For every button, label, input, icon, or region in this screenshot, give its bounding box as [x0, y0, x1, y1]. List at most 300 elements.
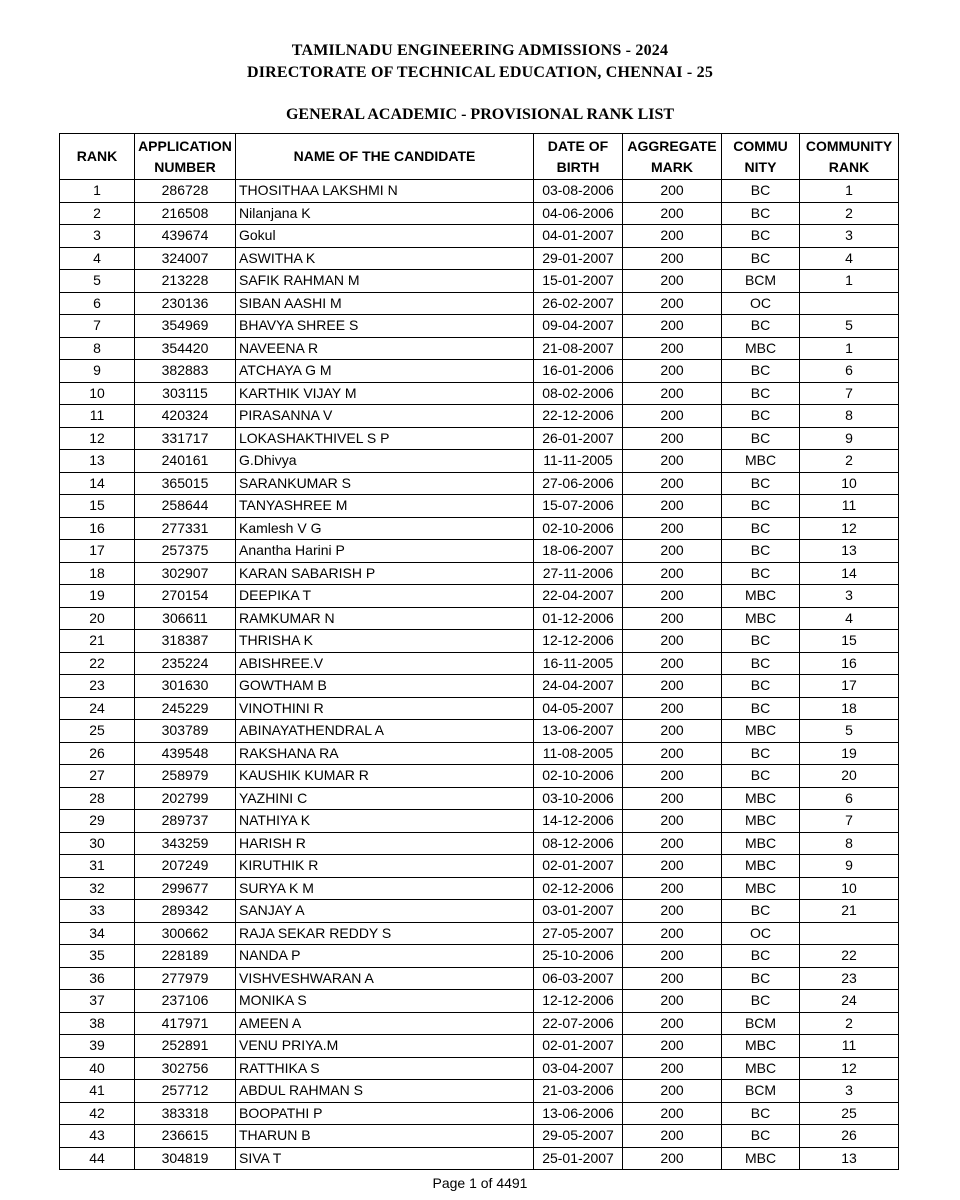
cell-rank: 31	[60, 855, 135, 878]
header-row	[60, 134, 899, 180]
cell-name: SIVA T	[236, 1147, 534, 1170]
cell-app: 207249	[135, 855, 236, 878]
cell-rank: 19	[60, 585, 135, 608]
cell-comm: BC	[722, 900, 800, 923]
cell-dob: 11-11-2005	[534, 450, 623, 473]
cell-dob: 26-01-2007	[534, 427, 623, 450]
table-row	[60, 787, 899, 810]
cell-rank: 22	[60, 652, 135, 675]
table-row	[60, 900, 899, 923]
cell-dob: 15-01-2007	[534, 270, 623, 293]
cell-name: VINOTHINI R	[236, 697, 534, 720]
cell-comm: BCM	[722, 1080, 800, 1103]
cell-dob: 27-06-2006	[534, 472, 623, 495]
cell-name: SURYA K M	[236, 877, 534, 900]
table-row	[60, 877, 899, 900]
cell-dob: 22-04-2007	[534, 585, 623, 608]
cell-rank: 34	[60, 922, 135, 945]
cell-mark: 200	[623, 675, 722, 698]
cell-crank: 19	[800, 742, 899, 765]
cell-comm: MBC	[722, 720, 800, 743]
cell-name: NAVEENA R	[236, 337, 534, 360]
table-row	[60, 382, 899, 405]
cell-app: 277331	[135, 517, 236, 540]
table-row	[60, 292, 899, 315]
cell-comm: BC	[722, 472, 800, 495]
cell-dob: 03-10-2006	[534, 787, 623, 810]
column-header-crank	[800, 134, 899, 180]
cell-mark: 200	[623, 810, 722, 833]
cell-crank: 24	[800, 990, 899, 1013]
table-row	[60, 720, 899, 743]
table-row	[60, 1102, 899, 1125]
column-header-rank	[60, 134, 135, 180]
cell-comm: BC	[722, 202, 800, 225]
cell-mark: 200	[623, 1147, 722, 1170]
cell-comm: BCM	[722, 1012, 800, 1035]
cell-mark: 200	[623, 765, 722, 788]
cell-app: 382883	[135, 360, 236, 383]
cell-mark: 200	[623, 270, 722, 293]
table-row	[60, 562, 899, 585]
cell-crank: 6	[800, 787, 899, 810]
cell-app: 303115	[135, 382, 236, 405]
cell-mark: 200	[623, 832, 722, 855]
cell-name: THRISHA K	[236, 630, 534, 653]
cell-app: 383318	[135, 1102, 236, 1125]
cell-name: Nilanjana K	[236, 202, 534, 225]
cell-crank: 6	[800, 360, 899, 383]
cell-app: 289342	[135, 900, 236, 923]
cell-dob: 02-01-2007	[534, 1035, 623, 1058]
cell-dob: 21-03-2006	[534, 1080, 623, 1103]
header-title: TAMILNADU ENGINEERING ADMISSIONS - 2024	[291, 42, 669, 59]
cell-name: TANYASHREE M	[236, 495, 534, 518]
cell-mark: 200	[623, 945, 722, 968]
cell-crank: 10	[800, 472, 899, 495]
cell-crank: 12	[800, 1057, 899, 1080]
cell-dob: 27-11-2006	[534, 562, 623, 585]
cell-comm: BC	[722, 967, 800, 990]
cell-crank: 8	[800, 832, 899, 855]
cell-comm: MBC	[722, 810, 800, 833]
list-title: GENERAL ACADEMIC - PROVISIONAL RANK LIST	[285, 106, 675, 123]
cell-mark: 200	[623, 225, 722, 248]
cell-dob: 02-10-2006	[534, 765, 623, 788]
column-header-line: COMMU	[733, 137, 788, 154]
cell-mark: 200	[623, 1102, 722, 1125]
column-header-line: NITY	[744, 158, 777, 175]
cell-app: 252891	[135, 1035, 236, 1058]
table-row	[60, 652, 899, 675]
cell-rank: 28	[60, 787, 135, 810]
table-row	[60, 1147, 899, 1170]
cell-rank: 43	[60, 1125, 135, 1148]
cell-mark: 200	[623, 877, 722, 900]
cell-rank: 20	[60, 607, 135, 630]
table-row	[60, 742, 899, 765]
cell-crank: 3	[800, 1080, 899, 1103]
cell-rank: 14	[60, 472, 135, 495]
cell-mark: 200	[623, 495, 722, 518]
cell-mark: 200	[623, 585, 722, 608]
cell-mark: 200	[623, 292, 722, 315]
cell-rank: 32	[60, 877, 135, 900]
table-row	[60, 607, 899, 630]
cell-app: 420324	[135, 405, 236, 428]
cell-app: 257712	[135, 1080, 236, 1103]
table-row	[60, 765, 899, 788]
cell-rank: 13	[60, 450, 135, 473]
cell-app: 417971	[135, 1012, 236, 1035]
table-row	[60, 1080, 899, 1103]
table-row	[60, 1057, 899, 1080]
cell-comm: MBC	[722, 832, 800, 855]
table-row	[60, 405, 899, 428]
cell-name: Gokul	[236, 225, 534, 248]
cell-crank: 3	[800, 585, 899, 608]
cell-dob: 01-12-2006	[534, 607, 623, 630]
cell-crank: 14	[800, 562, 899, 585]
cell-dob: 12-12-2006	[534, 630, 623, 653]
cell-name: RAMKUMAR N	[236, 607, 534, 630]
cell-name: AMEEN A	[236, 1012, 534, 1035]
cell-app: 230136	[135, 292, 236, 315]
cell-comm: OC	[722, 292, 800, 315]
cell-mark: 200	[623, 382, 722, 405]
cell-mark: 200	[623, 1012, 722, 1035]
cell-app: 301630	[135, 675, 236, 698]
cell-rank: 41	[60, 1080, 135, 1103]
cell-mark: 200	[623, 247, 722, 270]
cell-crank: 21	[800, 900, 899, 923]
cell-crank: 11	[800, 495, 899, 518]
cell-crank: 15	[800, 630, 899, 653]
cell-rank: 37	[60, 990, 135, 1013]
cell-app: 228189	[135, 945, 236, 968]
column-header-dob	[534, 134, 623, 180]
cell-comm: MBC	[722, 787, 800, 810]
table-row	[60, 337, 899, 360]
cell-name: KAUSHIK KUMAR R	[236, 765, 534, 788]
cell-app: 245229	[135, 697, 236, 720]
cell-comm: MBC	[722, 855, 800, 878]
cell-app: 354420	[135, 337, 236, 360]
cell-app: 331717	[135, 427, 236, 450]
cell-dob: 29-05-2007	[534, 1125, 623, 1148]
column-header-line: MARK	[651, 158, 693, 175]
table-row	[60, 247, 899, 270]
cell-name: SANJAY A	[236, 900, 534, 923]
cell-app: 343259	[135, 832, 236, 855]
cell-dob: 14-12-2006	[534, 810, 623, 833]
cell-name: DEEPIKA T	[236, 585, 534, 608]
cell-mark: 200	[623, 202, 722, 225]
cell-crank: 2	[800, 1012, 899, 1035]
cell-rank: 36	[60, 967, 135, 990]
column-header-line: COMMUNITY	[805, 137, 893, 154]
cell-name: THARUN B	[236, 1125, 534, 1148]
cell-mark: 200	[623, 720, 722, 743]
cell-name: ASWITHA K	[236, 247, 534, 270]
cell-comm: BC	[722, 315, 800, 338]
table-row	[60, 540, 899, 563]
cell-name: ABDUL RAHMAN S	[236, 1080, 534, 1103]
cell-dob: 16-01-2006	[534, 360, 623, 383]
cell-rank: 25	[60, 720, 135, 743]
cell-name: ATCHAYA G M	[236, 360, 534, 383]
cell-crank: 2	[800, 202, 899, 225]
cell-rank: 8	[60, 337, 135, 360]
cell-comm: OC	[722, 922, 800, 945]
column-header-comm	[722, 134, 800, 180]
table-header	[60, 134, 899, 180]
cell-crank: 13	[800, 540, 899, 563]
cell-name: SIBAN AASHI M	[236, 292, 534, 315]
cell-app: 213228	[135, 270, 236, 293]
cell-app: 318387	[135, 630, 236, 653]
cell-comm: BC	[722, 225, 800, 248]
cell-mark: 200	[623, 540, 722, 563]
cell-comm: BCM	[722, 270, 800, 293]
cell-crank: 9	[800, 427, 899, 450]
cell-name: ABINAYATHENDRAL A	[236, 720, 534, 743]
cell-name: HARISH R	[236, 832, 534, 855]
cell-dob: 13-06-2007	[534, 720, 623, 743]
cell-crank	[800, 292, 899, 315]
cell-comm: BC	[722, 360, 800, 383]
cell-rank: 40	[60, 1057, 135, 1080]
cell-rank: 12	[60, 427, 135, 450]
cell-dob: 06-03-2007	[534, 967, 623, 990]
cell-mark: 200	[623, 1125, 722, 1148]
cell-name: SARANKUMAR S	[236, 472, 534, 495]
cell-crank: 26	[800, 1125, 899, 1148]
cell-comm: BC	[722, 652, 800, 675]
cell-dob: 04-06-2006	[534, 202, 623, 225]
cell-comm: MBC	[722, 585, 800, 608]
cell-dob: 22-07-2006	[534, 1012, 623, 1035]
cell-rank: 1	[60, 180, 135, 203]
cell-dob: 04-01-2007	[534, 225, 623, 248]
cell-crank: 1	[800, 337, 899, 360]
cell-mark: 200	[623, 337, 722, 360]
cell-app: 354969	[135, 315, 236, 338]
cell-comm: BC	[722, 697, 800, 720]
cell-mark: 200	[623, 855, 722, 878]
cell-dob: 03-04-2007	[534, 1057, 623, 1080]
cell-crank: 22	[800, 945, 899, 968]
cell-name: SAFIK RAHMAN M	[236, 270, 534, 293]
cell-name: THOSITHAA LAKSHMI N	[236, 180, 534, 203]
header-directorate: DIRECTORATE OF TECHNICAL EDUCATION, CHENNAI - 25	[246, 64, 714, 81]
cell-app: 299677	[135, 877, 236, 900]
cell-comm: BC	[722, 427, 800, 450]
cell-rank: 16	[60, 517, 135, 540]
cell-comm: MBC	[722, 337, 800, 360]
cell-rank: 38	[60, 1012, 135, 1035]
cell-name: Anantha Harini P	[236, 540, 534, 563]
rank-table	[59, 133, 899, 1170]
cell-comm: MBC	[722, 1057, 800, 1080]
cell-dob: 02-12-2006	[534, 877, 623, 900]
cell-dob: 11-08-2005	[534, 742, 623, 765]
cell-crank: 7	[800, 810, 899, 833]
cell-mark: 200	[623, 607, 722, 630]
cell-dob: 13-06-2006	[534, 1102, 623, 1125]
cell-crank: 10	[800, 877, 899, 900]
cell-rank: 5	[60, 270, 135, 293]
cell-app: 257375	[135, 540, 236, 563]
table-row	[60, 855, 899, 878]
cell-dob: 24-04-2007	[534, 675, 623, 698]
column-header-line: RANK	[76, 148, 118, 164]
cell-comm: BC	[722, 540, 800, 563]
cell-rank: 27	[60, 765, 135, 788]
cell-crank: 12	[800, 517, 899, 540]
table-row	[60, 1012, 899, 1035]
cell-app: 216508	[135, 202, 236, 225]
cell-app: 235224	[135, 652, 236, 675]
cell-name: VISHVESHWARAN A	[236, 967, 534, 990]
column-header-line: NAME OF THE CANDIDATE	[293, 148, 476, 164]
cell-comm: MBC	[722, 450, 800, 473]
cell-dob: 15-07-2006	[534, 495, 623, 518]
cell-crank	[800, 922, 899, 945]
cell-comm: MBC	[722, 1147, 800, 1170]
cell-crank: 9	[800, 855, 899, 878]
cell-dob: 16-11-2005	[534, 652, 623, 675]
cell-mark: 200	[623, 967, 722, 990]
cell-dob: 18-06-2007	[534, 540, 623, 563]
table-row	[60, 810, 899, 833]
cell-mark: 200	[623, 900, 722, 923]
cell-dob: 25-10-2006	[534, 945, 623, 968]
cell-dob: 09-04-2007	[534, 315, 623, 338]
cell-dob: 08-02-2006	[534, 382, 623, 405]
cell-mark: 200	[623, 990, 722, 1013]
cell-name: LOKASHAKTHIVEL S P	[236, 427, 534, 450]
table-row	[60, 967, 899, 990]
cell-rank: 15	[60, 495, 135, 518]
cell-crank: 1	[800, 180, 899, 203]
document-header	[0, 40, 960, 84]
cell-comm: MBC	[722, 607, 800, 630]
cell-app: 303789	[135, 720, 236, 743]
cell-rank: 35	[60, 945, 135, 968]
cell-app: 258644	[135, 495, 236, 518]
table-row	[60, 427, 899, 450]
cell-comm: BC	[722, 675, 800, 698]
cell-name: RAJA SEKAR REDDY S	[236, 922, 534, 945]
cell-comm: BC	[722, 247, 800, 270]
cell-comm: BC	[722, 1125, 800, 1148]
cell-rank: 33	[60, 900, 135, 923]
cell-dob: 02-10-2006	[534, 517, 623, 540]
cell-app: 302756	[135, 1057, 236, 1080]
table-row	[60, 225, 899, 248]
table-row	[60, 517, 899, 540]
cell-dob: 21-08-2007	[534, 337, 623, 360]
cell-rank: 44	[60, 1147, 135, 1170]
cell-app: 236615	[135, 1125, 236, 1148]
cell-dob: 04-05-2007	[534, 697, 623, 720]
cell-name: VENU PRIYA.M	[236, 1035, 534, 1058]
cell-name: GOWTHAM B	[236, 675, 534, 698]
table-row	[60, 360, 899, 383]
cell-crank: 17	[800, 675, 899, 698]
cell-dob: 03-08-2006	[534, 180, 623, 203]
cell-mark: 200	[623, 630, 722, 653]
table-row	[60, 495, 899, 518]
cell-comm: BC	[722, 495, 800, 518]
cell-name: MONIKA S	[236, 990, 534, 1013]
cell-app: 237106	[135, 990, 236, 1013]
cell-crank: 16	[800, 652, 899, 675]
cell-comm: BC	[722, 742, 800, 765]
cell-crank: 8	[800, 405, 899, 428]
cell-app: 202799	[135, 787, 236, 810]
cell-mark: 200	[623, 450, 722, 473]
cell-mark: 200	[623, 180, 722, 203]
column-header-line: APPLICATION	[138, 137, 232, 154]
table-row	[60, 832, 899, 855]
cell-comm: BC	[722, 945, 800, 968]
cell-crank: 13	[800, 1147, 899, 1170]
cell-dob: 08-12-2006	[534, 832, 623, 855]
cell-rank: 9	[60, 360, 135, 383]
cell-app: 258979	[135, 765, 236, 788]
cell-comm: BC	[722, 1102, 800, 1125]
cell-rank: 3	[60, 225, 135, 248]
cell-name: BHAVYA SHREE S	[236, 315, 534, 338]
cell-mark: 200	[623, 517, 722, 540]
cell-dob: 27-05-2007	[534, 922, 623, 945]
cell-mark: 200	[623, 427, 722, 450]
cell-rank: 23	[60, 675, 135, 698]
cell-mark: 200	[623, 652, 722, 675]
cell-comm: BC	[722, 180, 800, 203]
cell-crank: 20	[800, 765, 899, 788]
cell-crank: 1	[800, 270, 899, 293]
cell-app: 289737	[135, 810, 236, 833]
cell-name: Kamlesh V G	[236, 517, 534, 540]
cell-dob: 12-12-2006	[534, 990, 623, 1013]
cell-app: 270154	[135, 585, 236, 608]
cell-dob: 25-01-2007	[534, 1147, 623, 1170]
cell-crank: 11	[800, 1035, 899, 1058]
table-row	[60, 697, 899, 720]
cell-rank: 10	[60, 382, 135, 405]
cell-rank: 2	[60, 202, 135, 225]
cell-name: PIRASANNA V	[236, 405, 534, 428]
cell-crank: 3	[800, 225, 899, 248]
column-header-app	[135, 134, 236, 180]
page-number: Page 1 of 4491	[432, 1175, 528, 1191]
table-row	[60, 675, 899, 698]
column-header-line: DATE OF	[547, 137, 609, 154]
table-row	[60, 585, 899, 608]
cell-app: 300662	[135, 922, 236, 945]
cell-rank: 39	[60, 1035, 135, 1058]
cell-app: 365015	[135, 472, 236, 495]
table-row	[60, 450, 899, 473]
cell-mark: 200	[623, 787, 722, 810]
cell-comm: BC	[722, 405, 800, 428]
cell-name: KARAN SABARISH P	[236, 562, 534, 585]
cell-comm: BC	[722, 990, 800, 1013]
table-row	[60, 180, 899, 203]
